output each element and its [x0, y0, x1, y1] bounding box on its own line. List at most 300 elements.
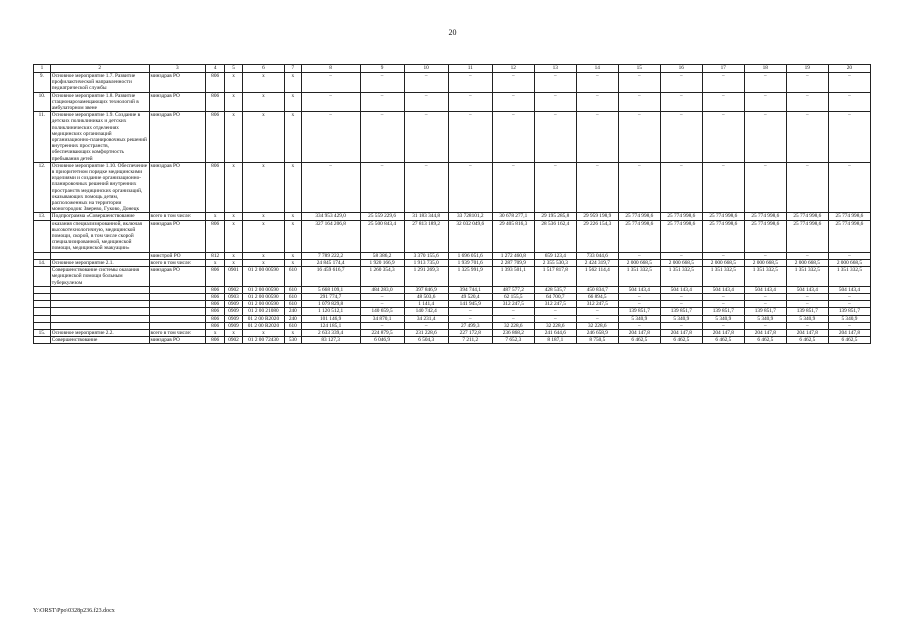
table-cell: 733 044,6: [576, 252, 618, 259]
table-cell: –: [492, 73, 534, 93]
table-cell: –: [404, 92, 448, 112]
table-cell: 806: [206, 112, 225, 163]
table-cell: –: [702, 92, 744, 112]
table-cell: 0902: [225, 337, 243, 344]
table-cell: х: [225, 112, 243, 163]
column-header: 10: [404, 65, 448, 73]
table-cell: 0909: [225, 308, 243, 315]
table-cell: Основное мероприятие 1.8. Развитие стационарозамещающих технологий в амбулаторном звене: [50, 92, 149, 112]
table-cell: всего в том числе:: [149, 259, 206, 266]
table-cell: [50, 252, 149, 259]
table-cell: [34, 267, 51, 287]
table-cell: 0909: [225, 322, 243, 329]
table-cell: х: [284, 92, 301, 112]
table-cell: –: [301, 92, 360, 112]
table-cell: 6 504,3: [404, 337, 448, 344]
table-cell: –: [828, 301, 870, 308]
table-cell: х: [242, 329, 284, 336]
table-cell: –: [786, 301, 828, 308]
table-cell: –: [360, 73, 404, 93]
table-cell: 312 247,5: [576, 301, 618, 308]
table-cell: 504 143,4: [618, 286, 660, 293]
column-header: 9: [360, 65, 404, 73]
table-cell: всего в том числе:: [149, 329, 206, 336]
table-cell: 1 351 332,5: [660, 267, 702, 287]
table-cell: –: [492, 162, 534, 213]
table-cell: 01 2 00 21080: [242, 308, 284, 315]
column-header: 7: [284, 65, 301, 73]
table-cell: минздрав РО: [149, 220, 206, 252]
table-cell: 5 340,9: [660, 315, 702, 322]
table-cell: х: [206, 259, 225, 266]
table-cell: минстрой РО: [149, 252, 206, 259]
column-header: 4: [206, 65, 225, 73]
table-cell: –: [301, 112, 360, 163]
table-cell: минздрав РО: [149, 112, 206, 163]
table-cell: –: [828, 92, 870, 112]
table-cell: [34, 286, 51, 293]
table-row: [34, 112, 871, 163]
table-cell: 64 700,7: [534, 293, 576, 300]
table-cell: х: [206, 329, 225, 336]
table-cell: х: [284, 252, 301, 259]
table-cell: [50, 301, 149, 308]
table-cell: х: [242, 220, 284, 252]
table-cell: 1 351 332,5: [744, 267, 786, 287]
table-cell: 25 774 998,6: [786, 213, 828, 220]
table-cell: 806: [206, 337, 225, 344]
table-cell: 1 120 512,1: [301, 308, 360, 315]
table-cell: [34, 220, 51, 252]
table-cell: –: [618, 73, 660, 93]
table-cell: 806: [206, 92, 225, 112]
table-cell: минздрав РО: [149, 267, 206, 287]
table-cell: 25 774 998,6: [786, 220, 828, 252]
table-cell: 34 231,4: [404, 315, 448, 322]
table-cell: 204 147,8: [786, 329, 828, 336]
table-cell: –: [744, 112, 786, 163]
table-cell: 25 774 998,6: [828, 220, 870, 252]
table-cell: –: [786, 252, 828, 259]
table-cell: 01 2 00 00590: [242, 286, 284, 293]
table-cell: [149, 286, 206, 293]
table-cell: 0909: [225, 301, 243, 308]
table-cell: 25 774 998,6: [618, 220, 660, 252]
table-cell: 01 2 00 R2020: [242, 322, 284, 329]
table-cell: [34, 315, 51, 322]
table-cell: 2 000 668,5: [660, 259, 702, 266]
table-cell: –: [492, 92, 534, 112]
table-cell: 140 659,5: [360, 308, 404, 315]
table-cell: 31 183 344,8: [404, 213, 448, 220]
table-cell: –: [786, 162, 828, 213]
table-cell: 28 536 162,4: [534, 220, 576, 252]
table-cell: 83 127,3: [301, 337, 360, 344]
table-cell: 484 283,0: [360, 286, 404, 293]
table-cell: –: [702, 73, 744, 93]
table-cell: 806: [206, 286, 225, 293]
table-cell: [149, 293, 206, 300]
table-cell: 140 742,4: [404, 308, 448, 315]
table-cell: –: [448, 112, 492, 163]
table-cell: –: [534, 308, 576, 315]
table-cell: 204 147,8: [660, 329, 702, 336]
table-cell: 0903: [225, 293, 243, 300]
table-cell: –: [828, 252, 870, 259]
table-cell: 610: [284, 293, 301, 300]
table-cell: –: [702, 301, 744, 308]
table-cell: 25 774 998,6: [660, 220, 702, 252]
table-row: [34, 259, 871, 266]
table-cell: х: [284, 213, 301, 220]
table-cell: 25 774 998,6: [618, 213, 660, 220]
table-cell: 7 789 222,2: [301, 252, 360, 259]
table-cell: –: [786, 112, 828, 163]
table-cell: х: [225, 162, 243, 213]
table-row: [34, 220, 871, 252]
table-cell: 25 774 998,6: [702, 220, 744, 252]
table-cell: 397 846,9: [404, 286, 448, 293]
table-cell: 806: [206, 301, 225, 308]
table-cell: –: [448, 92, 492, 112]
table-cell: –: [576, 162, 618, 213]
table-cell: –: [576, 73, 618, 93]
table-cell: –: [618, 322, 660, 329]
table-cell: 34 870,1: [360, 315, 404, 322]
table-cell: Основное мероприятие 1.9. Создание в детских поликлиниках и детских поликлинических отделениях медицинских организаций организационно-планировочных решений внутренних пространств, обеспечивающих комфортность пребывания детей: [50, 112, 149, 163]
column-header: 3: [149, 65, 206, 73]
table-cell: 01 2 00 00590: [242, 267, 284, 287]
table-cell: 25 500 843,4: [360, 220, 404, 252]
table-cell: 1 291 269,3: [404, 267, 448, 287]
table-cell: 806: [206, 293, 225, 300]
table-cell: –: [492, 112, 534, 163]
table-cell: х: [242, 259, 284, 266]
table-cell: х: [242, 112, 284, 163]
table-cell: [34, 301, 51, 308]
table-cell: 610: [284, 286, 301, 293]
column-header: 17: [702, 65, 744, 73]
table-cell: 1 325 991,9: [448, 267, 492, 287]
table-cell: 204 147,8: [828, 329, 870, 336]
table-cell: 806: [206, 308, 225, 315]
table-cell: [34, 337, 51, 344]
table-row: [34, 162, 871, 213]
table-cell: –: [660, 293, 702, 300]
table-cell: –: [660, 322, 702, 329]
table-cell: –: [744, 322, 786, 329]
table-cell: 291 774,7: [301, 293, 360, 300]
table-cell: [50, 315, 149, 322]
table-cell: 6 462,5: [828, 337, 870, 344]
table-cell: 504 143,4: [828, 286, 870, 293]
table-row: [34, 308, 871, 315]
table-row: [34, 73, 871, 93]
table-cell: х: [284, 220, 301, 252]
table-cell: [149, 315, 206, 322]
table-cell: 1 920 166,9: [360, 259, 404, 266]
table-cell: 504 143,4: [744, 286, 786, 293]
table-cell: Основное мероприятие 2.1.: [50, 259, 149, 266]
table-cell: 6 462,5: [744, 337, 786, 344]
table-cell: –: [404, 162, 448, 213]
table-cell: –: [576, 315, 618, 322]
table-cell: 504 143,4: [660, 286, 702, 293]
table-cell: –: [360, 293, 404, 300]
table-cell: 327 164 206,8: [301, 220, 360, 252]
table-cell: 806: [206, 73, 225, 93]
table-row: [34, 252, 871, 259]
table-cell: 6 462,5: [660, 337, 702, 344]
table-cell: –: [744, 162, 786, 213]
table-cell: –: [702, 293, 744, 300]
table-cell: –: [301, 162, 360, 213]
table-cell: –: [534, 112, 576, 163]
table-cell: 58 386,2: [360, 252, 404, 259]
table-row: [34, 315, 871, 322]
table-cell: 1 913 735,0: [404, 259, 448, 266]
table-cell: 25 774 998,6: [702, 213, 744, 220]
table-cell: –: [660, 73, 702, 93]
table-cell: –: [404, 112, 448, 163]
table-cell: 32 228,6: [534, 322, 576, 329]
table-cell: –: [786, 73, 828, 93]
table-cell: –: [618, 252, 660, 259]
table-cell: –: [360, 92, 404, 112]
table-cell: –: [534, 73, 576, 93]
table-cell: 8 187,1: [534, 337, 576, 344]
table-cell: минздрав РО: [149, 162, 206, 213]
table-cell: 240: [284, 315, 301, 322]
table-cell: 10.: [34, 92, 51, 112]
table-cell: 48 503,6: [404, 293, 448, 300]
table-cell: –: [828, 293, 870, 300]
table-cell: Совершенствование системы оказания медицинской помощи больным туберкулезом: [50, 267, 149, 287]
table-cell: х: [225, 73, 243, 93]
table-cell: 6 462,5: [702, 337, 744, 344]
table-cell: х: [284, 112, 301, 163]
table-cell: 659 123,4: [534, 252, 576, 259]
table-cell: 1 351 332,5: [786, 267, 828, 287]
table-cell: –: [618, 301, 660, 308]
table-cell: [34, 293, 51, 300]
table-cell: 504 143,4: [786, 286, 828, 293]
column-header: 8: [301, 65, 360, 73]
table-cell: 124 185,1: [301, 322, 360, 329]
table-cell: 30 678 277,1: [492, 213, 534, 220]
table-cell: –: [618, 112, 660, 163]
table-cell: 0902: [225, 286, 243, 293]
table-cell: –: [576, 112, 618, 163]
table-cell: –: [360, 162, 404, 213]
table-cell: 5 340,9: [786, 315, 828, 322]
table-cell: 806: [206, 267, 225, 287]
table-cell: 2 000 668,5: [744, 259, 786, 266]
table-cell: х: [225, 259, 243, 266]
table-cell: 394 744,1: [448, 286, 492, 293]
column-header: 15: [618, 65, 660, 73]
column-header: 19: [786, 65, 828, 73]
table-cell: 806: [206, 220, 225, 252]
table-cell: –: [702, 252, 744, 259]
table-cell: –: [448, 162, 492, 213]
table-cell: 1 272 460,8: [492, 252, 534, 259]
table-cell: 236 868,2: [492, 329, 534, 336]
table-header-row: [34, 65, 871, 73]
table-cell: –: [660, 301, 702, 308]
table-cell: 231 228,6: [404, 329, 448, 336]
table-cell: –: [660, 92, 702, 112]
column-header: 13: [534, 65, 576, 73]
table-cell: 25 774 998,6: [828, 213, 870, 220]
table-cell: 139 851,7: [744, 308, 786, 315]
table-cell: –: [702, 112, 744, 163]
table-cell: –: [660, 112, 702, 163]
table-cell: –: [301, 73, 360, 93]
table-cell: 8 750,5: [576, 337, 618, 344]
table-row: [34, 337, 871, 344]
table-cell: х: [242, 252, 284, 259]
table-cell: 428 535,7: [534, 286, 576, 293]
table-cell: 224 879,5: [360, 329, 404, 336]
table-cell: 1 260 354,3: [360, 267, 404, 287]
table-cell: –: [744, 252, 786, 259]
table-cell: –: [702, 162, 744, 213]
table-cell: 11.: [34, 112, 51, 163]
table-cell: 1 141,4: [404, 301, 448, 308]
table-cell: 25 774 998,6: [744, 220, 786, 252]
column-header: 16: [660, 65, 702, 73]
table-cell: 2 000 668,5: [702, 259, 744, 266]
table-cell: [50, 286, 149, 293]
table-cell: 240: [284, 308, 301, 315]
table-cell: 610: [284, 301, 301, 308]
table-row: [34, 322, 871, 329]
table-cell: 29 405 816,3: [492, 220, 534, 252]
table-cell: –: [404, 322, 448, 329]
column-header: 14: [576, 65, 618, 73]
table-cell: 204 147,8: [702, 329, 744, 336]
table-cell: –: [744, 293, 786, 300]
table-cell: –: [360, 112, 404, 163]
table-cell: –: [448, 73, 492, 93]
table-cell: х: [242, 92, 284, 112]
table-cell: 2 424 319,7: [576, 259, 618, 266]
table-cell: 806: [206, 322, 225, 329]
table-cell: Совершенствование: [50, 337, 149, 344]
table-row: [34, 92, 871, 112]
column-header: 6: [242, 65, 284, 73]
table-cell: –: [828, 322, 870, 329]
table-cell: 2 633 339,4: [301, 329, 360, 336]
table-cell: х: [284, 162, 301, 213]
table-cell: 101 146,9: [301, 315, 360, 322]
table-cell: –: [492, 308, 534, 315]
table-cell: 32 228,6: [492, 322, 534, 329]
table-cell: –: [618, 293, 660, 300]
table-cell: 15.: [34, 329, 51, 336]
table-cell: 3 370 155,6: [404, 252, 448, 259]
table-cell: 6 046,9: [360, 337, 404, 344]
table-cell: 5 340,9: [828, 315, 870, 322]
table-cell: –: [702, 322, 744, 329]
table-cell: минздрав РО: [149, 73, 206, 93]
table-cell: [50, 293, 149, 300]
table-cell: 6 462,5: [786, 337, 828, 344]
table-cell: –: [618, 162, 660, 213]
table-cell: 25 559 229,6: [360, 213, 404, 220]
table-cell: 32 032 049,6: [448, 220, 492, 252]
table-cell: х: [225, 220, 243, 252]
table-cell: 01 2 00 72430: [242, 337, 284, 344]
column-header: 5: [225, 65, 243, 73]
table-cell: х: [284, 329, 301, 336]
table-cell: х: [284, 259, 301, 266]
table-cell: –: [786, 293, 828, 300]
table-cell: 01 2 00 00590: [242, 301, 284, 308]
table-cell: 29 959 198,9: [576, 213, 618, 220]
table-cell: 1 939 701,6: [448, 259, 492, 266]
table-body: [34, 73, 871, 344]
document-file-path: Y:\ORST\Ppo\0328p236.f23.docx: [33, 608, 115, 614]
table-cell: 141 945,9: [448, 301, 492, 308]
table-cell: 16 459 616,7: [301, 267, 360, 287]
table-cell: [149, 308, 206, 315]
table-cell: 241 644,6: [534, 329, 576, 336]
table-cell: 33 728101,2: [448, 213, 492, 220]
table-cell: –: [660, 162, 702, 213]
table-cell: 2 000 668,5: [786, 259, 828, 266]
column-header: 2: [50, 65, 149, 73]
table-cell: –: [618, 92, 660, 112]
table-cell: х: [225, 92, 243, 112]
column-header: 1: [34, 65, 51, 73]
table-cell: 62 155,5: [492, 293, 534, 300]
table-cell: 812: [206, 252, 225, 259]
table-cell: 2 355 530,3: [534, 259, 576, 266]
table-cell: 530: [284, 337, 301, 344]
table-cell: х: [242, 213, 284, 220]
table-cell: –: [744, 301, 786, 308]
table-cell: 27 813 189,2: [404, 220, 448, 252]
table-cell: 312 247,5: [492, 301, 534, 308]
table-cell: 7 211,2: [448, 337, 492, 344]
table-cell: 139 851,7: [786, 308, 828, 315]
table-cell: 01 2 00 R2020: [242, 315, 284, 322]
table-cell: –: [534, 92, 576, 112]
budget-table: [33, 64, 871, 344]
table-cell: 2 000 668,5: [828, 259, 870, 266]
table-cell: Основное мероприятие 2.2.: [50, 329, 149, 336]
table-cell: –: [828, 73, 870, 93]
table-cell: [149, 322, 206, 329]
table-cell: минздрав РО: [149, 92, 206, 112]
table-cell: х: [225, 329, 243, 336]
table-cell: 1 351 332,5: [702, 267, 744, 287]
table-cell: –: [744, 92, 786, 112]
table-cell: 24 845 174,4: [301, 259, 360, 266]
table-cell: 139 851,7: [828, 308, 870, 315]
table-cell: х: [206, 213, 225, 220]
table-cell: –: [448, 308, 492, 315]
table-cell: [34, 308, 51, 315]
table-cell: 227 172,8: [448, 329, 492, 336]
table-cell: –: [360, 301, 404, 308]
table-cell: 1 696 051,6: [448, 252, 492, 259]
table-cell: 334 953 429,0: [301, 213, 360, 220]
table-cell: 204 147,8: [618, 329, 660, 336]
table-cell: 139 851,7: [618, 308, 660, 315]
